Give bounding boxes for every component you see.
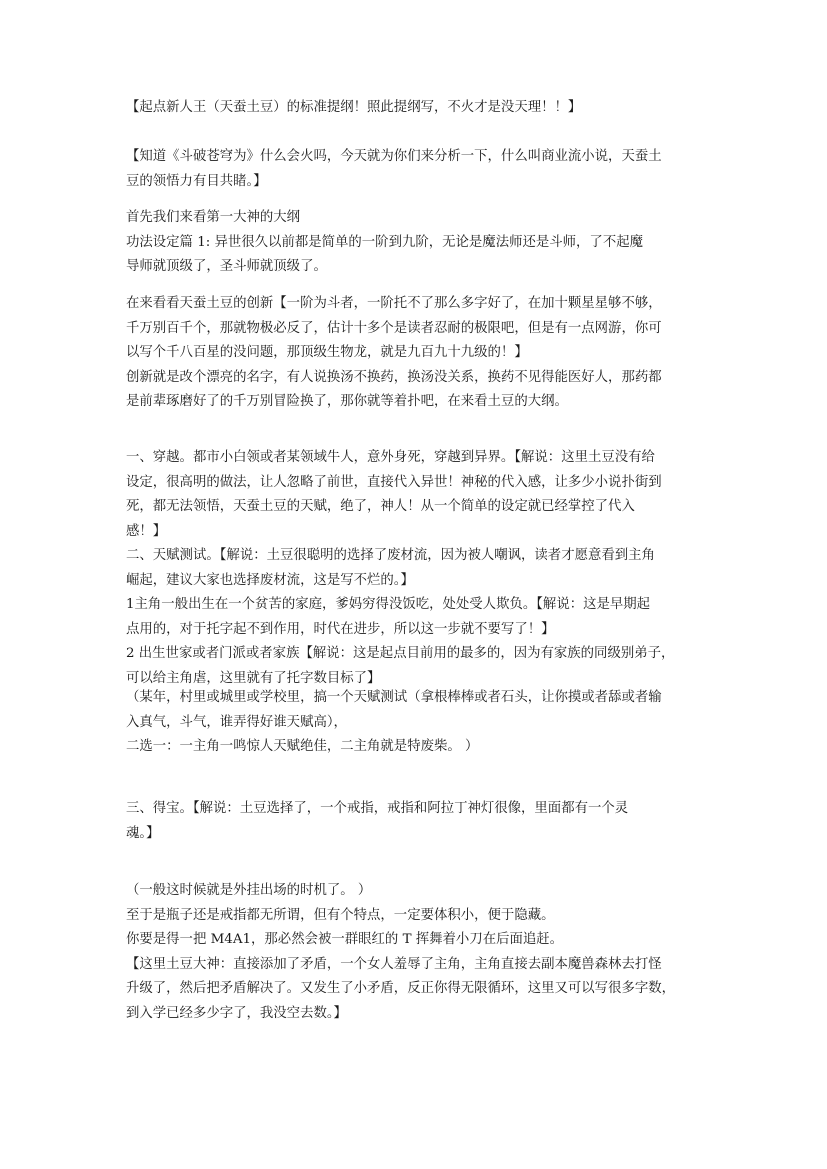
text-line: 以写个千八百星的没问题，那顶级生物龙，就是九百九十九级的！】 [126, 345, 528, 360]
text-line: 千万别百千个，那就物极必反了，估计十多个是读者忍耐的极限吧，但是有一点网游，你可 [126, 320, 662, 336]
text-line: 创新就是改个漂亮的名字，有人说换汤不换药，换汤没关系，换药不见得能医好人，那药都 [126, 369, 662, 385]
text-line: 入真气，斗气，谁弄得好谁天赋高）， [126, 714, 347, 730]
text-line: 导师就顶级了，圣斗师就顶级了。 [126, 259, 327, 274]
text-line: 你要是得一把 M4A1，那必然会被一群眼红的 T 挥舞着小刀在后面追赶。 [126, 932, 564, 947]
paragraph-title [126, 96, 716, 121]
text-line: （一般这时候就是外挂出场的时机了。 ） [126, 883, 372, 898]
text-line: 是前辈琢磨好了的千万别冒险换了，那你就等着扑吧，在来看土豆的大纲。 [126, 394, 568, 409]
text-line: 豆的领悟力有目共睹。】 [126, 173, 267, 189]
text-line: 在来看看天蚕土豆的创新【一阶为斗者，一阶托不了那么多字好了，在加十颗星星够不够， [126, 296, 662, 311]
text-line: 【知道《斗破苍穹为》什么会火吗，今天就为你们来分析一下，什么叫商业流小说，天蚕土 [126, 149, 662, 164]
paragraph-intro [126, 145, 716, 194]
text-line: 可以给主角虐，这里就有了托字数目标了】 [126, 670, 381, 686]
text-line: 死，都无法领悟，天蚕土豆的天赋，绝了，神人！从一个简单的设定就已经掌控了代入 [126, 499, 635, 514]
text-line: 1主角一般出生在一个贫苦的家庭，爹妈穷得没饭吃，处处受人欺负。【解说：这是早期起 [126, 597, 651, 612]
text-line: 2 出生世家或者门派或者家族【解说：这是起点目前用的最多的，因为有家族的同级别弟子， [126, 646, 675, 661]
text-line: 【起点新人王（天蚕土豆）的标准提纲！照此提纲写，不火才是没天理！！】 [126, 100, 582, 115]
text-line: 【这里土豆大神：直接添加了矛盾，一个女人羞辱了主角，主角直接去副本魔兽森林去打怪 [126, 956, 662, 972]
text-line: （某年，村里或城里或学校里，搞一个天赋测试（拿根棒棒或者石头，让你摸或者舔或者输 [126, 690, 662, 705]
paragraph-innovation [126, 292, 716, 415]
text-line: 功法设定篇 1: 异世很久以前都是简单的一阶到九阶，无论是魔法师还是斗师，了不起魔 [126, 234, 643, 250]
paragraph-outline-setting [126, 206, 716, 280]
paragraph-steps-one-two [126, 446, 716, 691]
text-line: 三、得宝。【解说：土豆选择了，一个戒指，戒指和阿拉丁神灯很像，里面都有一个灵 [126, 801, 629, 816]
paragraph-cheat-item [126, 879, 716, 1026]
text-line: 二选一：一主角一鸣惊人天赋绝佳，二主角就是特废柴。 ） [126, 739, 479, 754]
text-line: 二、天赋测试。【解说：土豆很聪明的选择了废材流，因为被人嘲讽，读者才愿意看到主角 [126, 548, 655, 563]
paragraph-step-three [126, 797, 716, 846]
text-line: 到入学已经多少字了，我没空去数。】 [126, 1005, 347, 1021]
text-line: 首先我们来看第一大神的大纲 [126, 210, 301, 225]
text-line: 魂。】 [126, 825, 160, 841]
text-line: 一、穿越。都市小白领或者某领域牛人，意外身死，穿越到异界。【解说：这里土豆没有给 [126, 450, 655, 465]
text-line: 升级了，然后把矛盾解决了。又发生了小矛盾，反正你得无限循环，这里又可以写很多字数， [126, 981, 676, 996]
text-line: 崛起，建议大家也选择废材流，这是写不烂的。】 [126, 572, 414, 588]
text-line: 点用的，对于托字起不到作用，时代在进步，所以这一步就不要写了！】 [126, 621, 555, 637]
text-line: 设定，很高明的做法，让人忽略了前世，直接代入异世！神秘的代入感，让多少小说扑街到 [126, 474, 662, 490]
paragraph-talent-test [126, 686, 716, 760]
text-line: 至于是瓶子还是戒指都无所谓，但有个特点，一定要体积小，便于隐藏。 [126, 907, 555, 923]
text-line: 感！】 [126, 523, 167, 539]
